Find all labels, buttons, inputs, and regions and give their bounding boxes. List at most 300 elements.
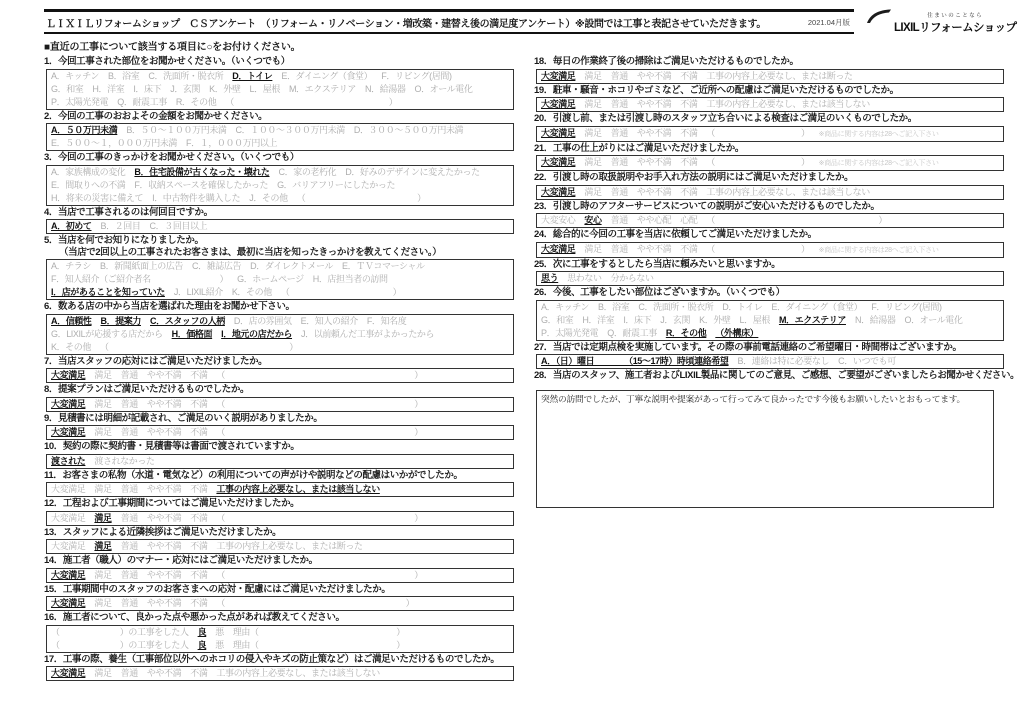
- option: Q．耐震工事: [117, 96, 167, 107]
- option: J．玄関: [660, 314, 691, 325]
- option: やや心配: [636, 215, 672, 225]
- option: I．床下: [623, 314, 652, 325]
- answer-box: [46, 666, 514, 681]
- answer-box: [46, 482, 514, 497]
- option: 渡されなかった: [94, 455, 155, 466]
- option: （ ）: [216, 427, 423, 437]
- option: 不満: [680, 243, 698, 254]
- option: やや不満: [636, 186, 672, 197]
- option: やや不満: [636, 157, 672, 167]
- option-row: [541, 243, 999, 257]
- answer-box: [46, 397, 514, 412]
- selected-option: C．スタッフの人柄: [150, 315, 225, 326]
- option: やや不満: [636, 70, 672, 81]
- answer-box: [536, 271, 1004, 286]
- option: 満足: [584, 70, 602, 81]
- question-title: 25．次に工事をするとしたら当店に頼みたいと思いますか。: [534, 258, 781, 270]
- option-row: [51, 626, 509, 639]
- answer-box: [46, 368, 514, 383]
- question-title: 26．今後、工事をしたい部位はございますか。（いくつでも）: [534, 287, 785, 298]
- question-title: 17．工事の際、養生（工事部位以外へのホコリの侵入やキズの防止策など）はご満足いただけるものでしたか。: [44, 653, 500, 665]
- option: （ ）: [225, 96, 398, 107]
- option: E．間取りへの不満: [51, 179, 126, 190]
- question-title: 5．当店を何でお知りになりましたか。: [44, 235, 204, 246]
- selected-option: 大変満足: [51, 370, 86, 380]
- option: 普通: [120, 427, 138, 437]
- selected-option: 大変満足: [51, 598, 86, 608]
- question-title: 23．引渡し時のアフターサービスについての説明がご安心いただけるものでしたか。: [534, 200, 880, 212]
- option: K．外壁: [209, 83, 241, 94]
- option: やや不満: [636, 127, 672, 138]
- answer-box: [46, 259, 514, 300]
- selected-option: 大変満足: [541, 127, 576, 138]
- option: 満足: [584, 127, 602, 138]
- option: O．オール電化: [904, 314, 963, 325]
- option: やや不満: [146, 370, 182, 380]
- answer-box: [536, 97, 1004, 112]
- option: 普通: [120, 398, 138, 409]
- option: G．和室: [51, 83, 84, 94]
- option-row: [51, 369, 509, 382]
- option: （ ）: [280, 287, 402, 297]
- logo-tagline: 住まいのことなら: [927, 13, 984, 19]
- option: D．好みのデザインに変えたかった: [345, 166, 480, 177]
- question: [44, 384, 514, 412]
- option: A．キッチン: [51, 70, 99, 81]
- answer-box: [536, 354, 1004, 369]
- option-row: [541, 127, 999, 141]
- option: 工事の内容上必要なし、または断った: [216, 541, 363, 551]
- option: （ ）: [296, 192, 426, 203]
- option-row: [51, 192, 509, 205]
- question-title: 2．今回の工事のおおよその金額をお聞かせください。: [44, 110, 268, 122]
- option: 分からない: [610, 273, 654, 283]
- option: D．店の雰囲気: [233, 315, 292, 326]
- selected-option: 大変満足: [51, 569, 86, 580]
- option: 満足: [94, 569, 112, 580]
- question-title: 8．提案プランはご満足いただけるものでしたか。: [44, 384, 250, 395]
- option: （ ）: [706, 243, 810, 254]
- option: F．知人紹介（ご紹介者名 ）: [51, 274, 229, 284]
- option: 不満: [680, 70, 698, 81]
- option-row: [51, 124, 509, 137]
- option: 不満: [680, 186, 698, 197]
- selected-option: 良: [197, 639, 207, 650]
- answer-box: [46, 69, 514, 110]
- question-title: 27．当店では定期点検を実施しています。その際の事前電話連絡のご希望曜日・時間帯はございますか。: [534, 341, 962, 353]
- selected-option: A．（日）曜日 （15～17時）時頃連絡希望: [541, 356, 729, 366]
- answer-box: [46, 568, 514, 583]
- option: 不満: [190, 370, 208, 380]
- option-row: [541, 355, 999, 368]
- option-row: [541, 98, 999, 111]
- question-title: 6．数ある店の中から当店を選ばれた理由をお聞かせ下さい。: [44, 301, 295, 312]
- option: 大変満足: [51, 512, 86, 523]
- option: F．１，０００万円以上: [186, 138, 278, 148]
- option: E．ＴＶコマーシャル: [342, 261, 425, 271]
- option: C．いつでも可: [838, 356, 896, 366]
- question-title: 21．工事の仕上がりにはご満足いただけましたか。: [534, 142, 744, 154]
- option: A．キッチン: [541, 301, 589, 312]
- question: [534, 201, 1004, 229]
- option: H．洋室: [92, 83, 125, 94]
- question-title: 15．工事期間中のスタッフのお客さまへの応対・配慮にはご満足いただけましたか。: [44, 583, 391, 595]
- option: 満足: [94, 668, 112, 678]
- question-title: 1．今回工事された部位をお聞かせください。（いくつでも）: [44, 56, 290, 67]
- option: 普通: [610, 215, 628, 225]
- answer-box: [46, 123, 514, 151]
- option-row: [51, 512, 509, 525]
- option: K．その他: [231, 287, 272, 297]
- option: F．収納スペースを確保したかった: [134, 179, 269, 190]
- option: J．LIXIL紹介: [173, 287, 223, 297]
- right-column: [534, 56, 1020, 509]
- selected-option: 工事の内容上必要なし、または該当しない: [216, 484, 380, 494]
- question: [534, 56, 1004, 84]
- option: H．将来の災害に備えて: [51, 192, 144, 203]
- option: （ ）: [216, 398, 423, 409]
- selected-option: H．価格面: [171, 328, 213, 339]
- selected-option: A．初めて: [51, 221, 92, 231]
- selected-option: M．エクステリア: [778, 314, 846, 325]
- selected-option: 大変満足: [541, 70, 576, 81]
- swoosh-icon: [866, 9, 892, 29]
- option: I．床下: [133, 83, 162, 94]
- option: やや不満: [146, 512, 182, 523]
- option: L．屋根: [249, 83, 280, 94]
- option: 満足: [94, 398, 112, 409]
- option-row: [51, 166, 509, 179]
- answer-box: [46, 165, 514, 206]
- option-row: [51, 639, 509, 652]
- option: D．３００～５００万円未満: [353, 125, 464, 135]
- selected-option: 良: [197, 626, 207, 637]
- answer-box: [46, 511, 514, 526]
- option-row: [51, 328, 509, 341]
- option: 普通: [120, 370, 138, 380]
- question: [534, 259, 1004, 287]
- option-row: [51, 260, 509, 273]
- option-row: [51, 569, 509, 582]
- option-row: [541, 314, 999, 327]
- question-title: 19．駐車・騒音・ホコリやゴミなど、ご近所への配慮はご満足いただけるものでしたか。: [534, 84, 899, 96]
- option: C．家の老朽化: [278, 166, 337, 177]
- logo-text-stack: [894, 11, 1016, 35]
- option: 普通: [610, 243, 628, 254]
- selected-option: I．地元の店だから: [221, 328, 293, 339]
- option: やや不満: [146, 569, 182, 580]
- option: 悪: [215, 639, 224, 650]
- option: 不満: [190, 484, 208, 494]
- option: B．５０～１００万円未満: [126, 125, 227, 135]
- question: [44, 235, 514, 300]
- question: [534, 287, 1004, 341]
- answer-box: [46, 314, 514, 355]
- option: D．トイレ: [722, 301, 763, 312]
- option: やや不満: [146, 598, 182, 608]
- selected-option: （外構床）: [715, 327, 759, 338]
- option-row: [541, 186, 999, 199]
- selected-option: B．提案力: [100, 315, 141, 326]
- question-title: 9．見積書には明細が記載され、ご満足のいく説明がありましたか。: [44, 412, 323, 424]
- option-row: [51, 483, 509, 496]
- option: 普通: [120, 512, 138, 523]
- option: やや不満: [146, 541, 182, 551]
- page-title: ＬＩＸＩＬリフォームショップ ＣＳアンケート （リフォーム・リノベーション・増改築・建替え後の満足度アンケート）※設問では工事と表記させていただきます。: [46, 18, 766, 30]
- left-column: [44, 56, 514, 682]
- answer-box: [536, 155, 1004, 171]
- question: [44, 111, 514, 152]
- question: [44, 56, 514, 110]
- option: 大変満足: [51, 541, 86, 551]
- option-row: [51, 426, 509, 439]
- option-row: [51, 83, 509, 96]
- question: [534, 85, 1004, 113]
- footnote: ※商品に関する内容は28へご記入下さい: [818, 246, 939, 254]
- selected-option: 安心: [584, 215, 602, 225]
- option-row: [51, 137, 509, 150]
- option-row: [51, 597, 509, 610]
- option: C．洗面所・脱衣所: [148, 70, 224, 81]
- question: [44, 612, 514, 653]
- question: [44, 356, 514, 384]
- option: （ ）の工事をした人: [51, 639, 189, 650]
- question: [44, 413, 514, 441]
- option: 理由（ ）: [232, 626, 405, 637]
- option: I．中古物件を購入した: [152, 192, 241, 203]
- option: （ ）: [216, 569, 423, 580]
- option: C．洗面所・脱衣所: [638, 301, 714, 312]
- option: 不満: [680, 157, 698, 167]
- answer-box: [46, 454, 514, 469]
- question: [44, 152, 514, 206]
- option: （ ）: [706, 127, 810, 138]
- option: E．ダイニング（食堂）: [771, 301, 863, 312]
- option: C．１００～３００万円未満: [235, 125, 345, 135]
- instruction-line: ■直近の工事について該当する項目に○をお付けください。: [44, 42, 301, 53]
- option-row: [51, 179, 509, 192]
- option: 工事の内容上必要なし、または該当しない: [216, 668, 380, 678]
- option-row: [51, 96, 509, 109]
- option: 大変満足: [51, 484, 86, 494]
- option: B．浴室: [107, 70, 140, 81]
- question: [534, 229, 1004, 258]
- option: 不満: [190, 398, 208, 409]
- question: [44, 498, 514, 526]
- option-row: [51, 220, 509, 233]
- footnote: ※商品に関する内容は28へご記入下さい: [818, 160, 939, 167]
- question: [44, 584, 514, 612]
- question-title: 4．当店で工事されるのは何回目ですか。: [44, 206, 213, 218]
- option: F．知名度: [366, 315, 407, 326]
- question: [534, 143, 1004, 172]
- selected-option: B．住宅設備が古くなった・壊れた: [134, 166, 270, 177]
- option: 普通: [610, 70, 628, 81]
- option: 心配: [680, 215, 698, 225]
- option: （ ）: [216, 370, 423, 380]
- option: D．ダイレクトメール: [250, 261, 334, 271]
- option: 不満: [190, 512, 208, 523]
- option: B．浴室: [597, 301, 630, 312]
- option: H．洋室: [582, 314, 615, 325]
- selected-option: 大変満足: [541, 157, 576, 167]
- option-row: [541, 214, 999, 227]
- version-label: 2021.04月版: [807, 17, 850, 27]
- question: [534, 113, 1004, 142]
- selected-option: R．その他: [665, 327, 707, 338]
- selected-option: 大変満足: [541, 99, 576, 109]
- selected-option: A．５０万円未満: [51, 125, 118, 135]
- question-title: 13．スタッフによる近隣挨拶はご満足いただけましたか。: [44, 526, 282, 538]
- option: 悪: [215, 626, 224, 637]
- answer-box: [536, 126, 1004, 142]
- option: 満足: [584, 157, 602, 167]
- option: 普通: [610, 186, 628, 197]
- option: R．その他: [175, 96, 217, 107]
- selected-option: A．信頼性: [51, 315, 92, 326]
- option: 普通: [120, 541, 138, 551]
- option-row: [541, 327, 999, 340]
- question-subtitle: （当店で2回以上の工事されたお客さまは、最初に当店を知ったきっかけを教えてください。）: [59, 246, 442, 258]
- option: 満足: [584, 243, 602, 254]
- option: O．オール電化: [414, 83, 473, 94]
- selected-option: 思う: [541, 273, 559, 283]
- option-row: [51, 540, 509, 553]
- question-title: 24．総合的に今回の工事を当店に依頼してご満足いただけましたか。: [534, 229, 817, 240]
- option: 満足: [94, 484, 112, 494]
- option: C．３回目以上: [149, 221, 208, 231]
- selected-option: 満足: [94, 541, 112, 551]
- option: G．LIXILが応援する店だから: [51, 328, 163, 339]
- question: [534, 370, 1020, 508]
- question-title: 20．引渡し前、または引渡し時のスタッフ立ち合いによる検査はご満足のいくものでしたか。: [534, 113, 917, 124]
- selected-option: 大変満足: [51, 427, 86, 437]
- option: やや不満: [146, 398, 182, 409]
- option: 満足: [94, 427, 112, 437]
- option-row: [51, 398, 509, 411]
- answer-box: [46, 596, 514, 611]
- question: [534, 342, 1004, 370]
- option: N．給湯器: [854, 314, 896, 325]
- question-title: 10．契約の際に契約書・見積書等は書面で渡されていますか。: [44, 441, 300, 452]
- question: [534, 172, 1004, 200]
- selected-option: D．トイレ: [232, 70, 273, 81]
- answer-box: [536, 185, 1004, 200]
- option-row: [51, 341, 509, 354]
- option: 大変安心: [541, 215, 576, 225]
- option: Q．耐震工事: [607, 327, 657, 338]
- option: 不満: [190, 598, 208, 608]
- answer-box: [46, 539, 514, 554]
- question: [44, 555, 514, 583]
- option: （ ）: [216, 512, 423, 523]
- option: E．５００～１，０００万円未満: [51, 138, 178, 148]
- option: M．エクステリア: [288, 83, 356, 94]
- option: 工事の内容上必要なし、または該当しない: [706, 99, 870, 109]
- option-row: [541, 70, 999, 83]
- selected-option: 大変満足: [541, 186, 576, 197]
- question-title: 28．当店のスタッフ、施工者およびLIXIL製品に関してのご意見、ご感想、ご要望がございましたらお聞かせください。: [534, 370, 1020, 381]
- option: C．雑誌広告: [192, 261, 242, 271]
- option: B．２回目: [100, 221, 141, 231]
- option: （ ）: [706, 215, 888, 225]
- answer-box: [536, 69, 1004, 84]
- option: 普通: [610, 99, 628, 109]
- option: （ ）: [706, 157, 810, 167]
- option: P．太陽光発電: [541, 327, 599, 338]
- option: 不満: [680, 99, 698, 109]
- option: J．以前頼んだ工事がよかったから: [301, 328, 435, 339]
- option: 不満: [190, 427, 208, 437]
- question: [44, 470, 514, 498]
- option: L．屋根: [739, 314, 770, 325]
- question: [44, 654, 514, 682]
- option: 思わない: [567, 273, 602, 283]
- option: G．和室: [541, 314, 574, 325]
- question: [44, 441, 514, 469]
- option: 満足: [584, 186, 602, 197]
- option-row: [51, 286, 509, 299]
- option-row: [51, 455, 509, 468]
- option: H．店担当者の訪問: [312, 274, 388, 284]
- answer-box: [46, 625, 514, 653]
- option: 不満: [190, 541, 208, 551]
- option-row: [51, 70, 509, 83]
- option: 普通: [610, 157, 628, 167]
- option: E．知人の紹介: [300, 315, 358, 326]
- option: 満足: [94, 370, 112, 380]
- option: やや不満: [146, 668, 182, 678]
- option: 普通: [120, 484, 138, 494]
- option: P．太陽光発電: [51, 96, 109, 107]
- option: 不満: [680, 127, 698, 138]
- selected-option: 満足: [94, 512, 112, 523]
- comment-box: 突然の訪問でしたが、丁寧な説明や提案があって行ってみて良かったです今後もお願いしたいとおもってます。: [536, 390, 994, 508]
- option: 理由（ ）: [232, 639, 405, 650]
- lixil-logo: [866, 9, 1017, 35]
- option: F．リビング(居間): [871, 301, 942, 312]
- option: （ ）: [216, 598, 415, 608]
- option: やや不満: [636, 243, 672, 254]
- question-title: 14．施工者（職人）のマナー・応対にはご満足いただけましたか。: [44, 555, 318, 566]
- option: 工事の内容上必要なし、または該当しない: [706, 186, 870, 197]
- answer-box: [536, 242, 1004, 258]
- option-row: [51, 315, 509, 328]
- option: 満足: [94, 598, 112, 608]
- selected-option: 大変満足: [541, 243, 576, 254]
- question-title: 3．今回の工事のきっかけをお聞かせください。（いくつでも）: [44, 152, 299, 163]
- option: 普通: [120, 569, 138, 580]
- option: 不満: [190, 668, 208, 678]
- option: N．給湯器: [364, 83, 406, 94]
- question: [44, 527, 514, 555]
- option: J．玄関: [170, 83, 201, 94]
- option: F．リビング(居間): [381, 70, 452, 81]
- option: （ ）の工事をした人: [51, 626, 189, 637]
- question-columns: [0, 56, 1024, 682]
- option: A．家族構成の変化: [51, 166, 126, 177]
- option: A．チラシ: [51, 261, 92, 271]
- option: （ ）: [100, 341, 298, 352]
- option-row: [541, 272, 999, 285]
- question-title: 11．お客さまの私物（水道・電気など）の利用についての声がけや説明などの配慮はいかがでしたか。: [44, 469, 463, 481]
- selected-option: 大変満足: [51, 668, 86, 678]
- page-header: [0, 0, 1024, 35]
- option: G．ホームページ: [237, 274, 304, 284]
- option: やや不満: [146, 484, 182, 494]
- option: B．新聞紙面上の広告: [100, 261, 184, 271]
- option-row: [51, 667, 509, 680]
